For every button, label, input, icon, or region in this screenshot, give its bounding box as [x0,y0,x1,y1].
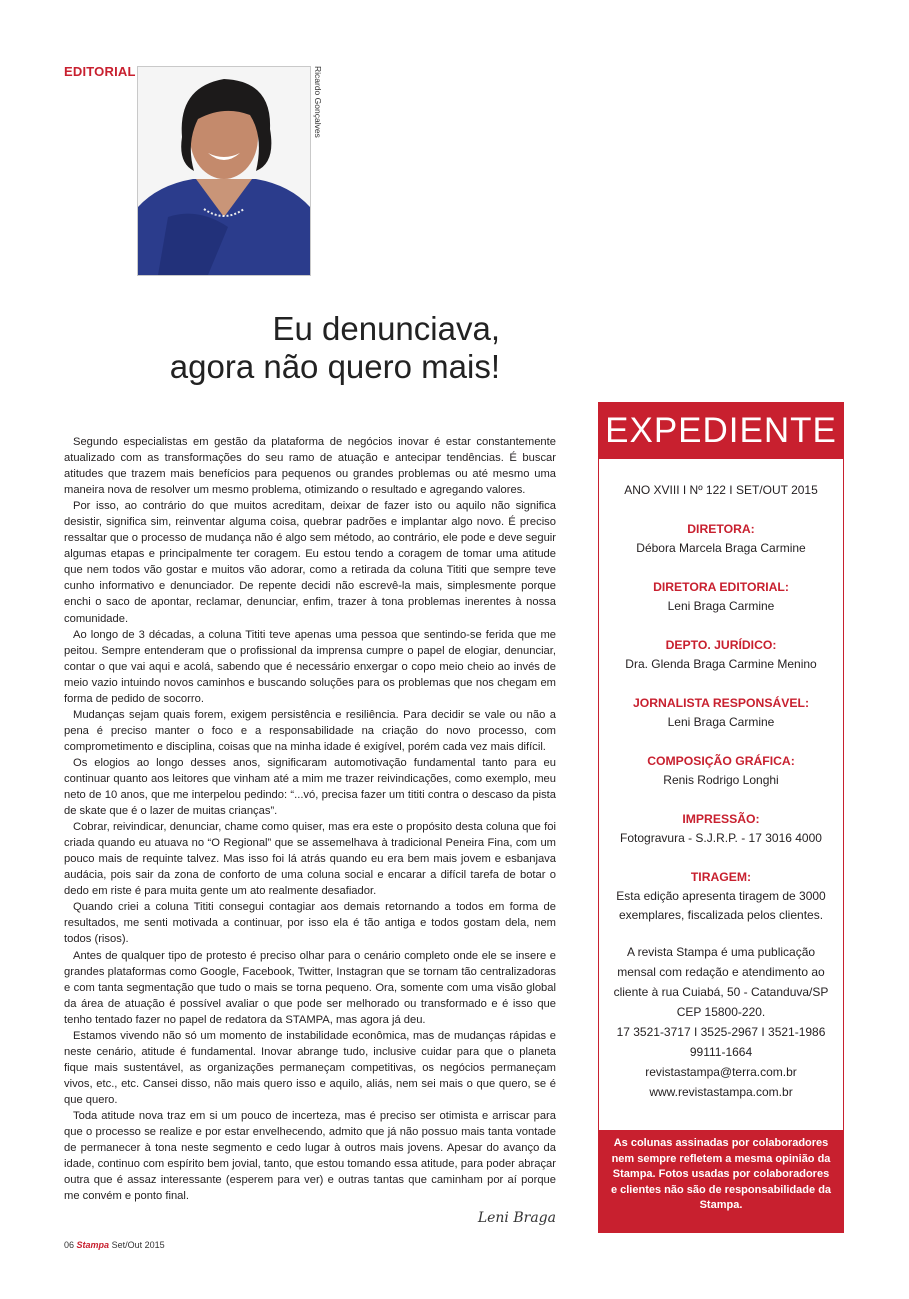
article-paragraph: Mudanças sejam quais forem, exigem persistência e resiliência. Para decidir se vale ou não a pena é preciso manter o foco e a responsabilidade na criação do novo processo, com comprometimento e disciplina, coisas que na minha idade é exigível, porém cada vez mais difícil. [64,708,556,753]
expediente-title: EXPEDIENTE [599,403,843,459]
footer-date: Set/Out 2015 [111,1240,165,1250]
role-name: Leni Braga Carmine [667,599,775,613]
about-text: A revista Stampa é uma publicação mensal com redação e atendimento ao cliente à rua Cuiabá, 50 - Catanduva/SP CEP 15800-220. [613,945,829,1019]
website-link[interactable]: www.revistastampa.com.br [649,1085,793,1099]
photo-credit [311,66,327,136]
role-name: Fotogravura - S.J.R.P. - 17 3016 4000 [620,831,822,845]
role-name: Esta edição apresenta tiragem de 3000 exemplares, fiscalizada pelos clientes. [616,889,826,922]
article-paragraph: Antes de qualquer tipo de protesto é preciso olhar para o cenário completo onde ele se insere e grandes plataformas como Google, Facebook, Twitter, Instagran que se tornam tão centralizadoras e com tanta segmentação que tudo o mais se torna pequeno. Ora, somente com uma visão global da área de atuação é possível avaliar o que pode ser melhorado ou transformado e é isso que tenho tentado fazer no papel de redatora da STAMPA, mas agora já deu. [64,949,556,1026]
author-photo [137,66,311,276]
role-label: COMPOSIÇÃO GRÁFICA: [647,754,795,768]
role-label: IMPRESSÃO: [682,812,760,826]
role-label: DIRETORA: [687,522,755,536]
article-paragraph: Segundo especialistas em gestão da plataforma de negócios inovar é estar constantemente atualizado com as transformações do seu ramo de atuação e antecipar tendências. É buscar atitudes que trazem mais benefícios para pequenos ou grandes problemas ou até mesmo uma maneira nova de resolver um mesmo problema, otimizando o resultado e agregando valores. [64,436,556,497]
page-footer [64,1240,165,1250]
role-name: Renis Rodrigo Longhi [663,773,779,787]
role-label: JORNALISTA RESPONSÁVEL: [632,696,810,710]
article-paragraph: Cobrar, reivindicar, denunciar, chame como quiser, mas era este o propósito desta coluna que foi criada quando eu atuava no “O Regional” que se assemelhava à tradicional Peneira Fina, com um pouco mais de requinte talvez. Mas isso foi lá atrás quando eu era bem mais jovem e esbanjava audácia, pois sair da zona de conforto de uma coluna social e encarar a difícil tarefa de botar o dedo em riste é para muita gente um ato realmente desafiador. [64,821,556,898]
role-label: DEPTO. JURÍDICO: [665,638,777,652]
email-address[interactable]: revistastampa@terra.com.br [645,1065,797,1079]
expediente-box [598,402,844,1233]
disclaimer-note: As colunas assinadas por colaboradores nem sempre refletem a mesma opinião da Stampa. Fotos usadas por colaboradores e clientes não são de responsabilidade da Stampa. [599,1130,843,1232]
role-name: Débora Marcela Braga Carmine [636,541,806,555]
article-paragraph: Ao longo de 3 décadas, a coluna Tititi teve apenas uma pessoa que sentindo-se ferida que me peitou. Sempre entenderam que o profissional da imprensa cumpre o papel de elogiar, denunciar, contar o que vai aqui e acolá, sabendo que é necessário enxergar o copo meio cheio ao invés de meio vazio intuindo novos caminhos e buscando soluções para os problemas que nos chegam em forma de pedido de socorro. [64,628,556,705]
photo-credit-text: Ricardo Gonçalves [313,66,323,138]
mobile-number: 99111-1664 [689,1045,753,1059]
headline-line-2: agora não quero mais! [169,348,500,385]
article-paragraph: Estamos vivendo não só um momento de instabilidade econômica, mas de mudanças rápidas e neste cenário, atitude é fundamental. Inovar abrange tudo, inclusive cuidar para que o planeta fique mais sustentável, as organizações permaneçam competitivas, os negócios permaneçam vivos, etc., etc. Cansei disso, não mais quero isso e aquilo, aliás, nem sei mais o que quero, se é que quero. [64,1029,556,1106]
role-label: TIRAGEM: [690,870,752,884]
phone-numbers: 17 3521-3717 I 3525-2967 I 3521-1986 [616,1025,826,1039]
article-paragraph: Por isso, ao contrário do que muitos acreditam, deixar de fazer isto ou aquilo não significa desistir, significa sim, reinventar alguma coisa, quebrar padrões e implantar algo novo. É preciso ressaltar que o processo de mudança não é algo sem método, ao contrário, ele pode e deve seguir algumas etapas e principalmente ter coragem. Eu estou tendo a coragem de tomar uma atitude que nem todos vão gostar e muitos vão adorar, como a retirada da coluna Tititi que sempre teve cunho informativo e denunciador. De repente decidi não escrevê-la mais, simplesmente porque enchi o saco de apontar, reclamar, denunciar, enfim, trazer à tona problemas inerentes à nossa comunidade. [64,500,556,625]
headline [100,310,500,386]
article-paragraph: Os elogios ao longo desses anos, significaram automotivação fundamental tanto para eu continuar quanto aos leitores que vinham até a mim me trazer reivindicações, como exemplo, meu neto de 10 anos, que me interpelou pedindo: “...vó, precisa fazer um tititi contra o descaso da pista de skate que é o lazer de muitas crianças”. [64,756,556,818]
article-body [64,434,556,1204]
footer-brand: Stampa [76,1240,110,1250]
role-label: DIRETORA EDITORIAL: [653,580,789,594]
article-paragraph: Toda atitude nova traz em si um pouco de incerteza, mas é preciso ser otimista e arriscar para que o processo se realize e por estar envelhecendo, admito que já não possuo mais tanta vontade de permanecer à tona neste segmento e cedo lugar à outros mais jovens. Apesar do avanço da idade, continuo com espírito bem jovial, tanto, que estou tomando essa atitude, para poder abraçar outra que é assaz interessante (esperem para ver) e outras tantas que caminham por aí porque me convém e ponto final. [64,1109,556,1203]
author-portrait-image [138,67,310,275]
role-name: Dra. Glenda Braga Carmine Menino [625,657,817,671]
issue-info: ANO XVIII I Nº 122 I SET/OUT 2015 [624,483,818,497]
role-name: Leni Braga Carmine [667,715,775,729]
page-number: 06 [64,1240,75,1250]
author-signature: Leni Braga [477,1210,556,1226]
section-label: EDITORIAL [64,64,136,79]
headline-line-1: Eu denunciava, [272,310,500,347]
article-paragraph: Quando criei a coluna Tititi consegui contagiar aos demais retornando a todos em forma de resultados, me senti motivada a continuar, por isso ela é tão antiga e todos gostam dela, nem todos (risos). [64,901,556,946]
